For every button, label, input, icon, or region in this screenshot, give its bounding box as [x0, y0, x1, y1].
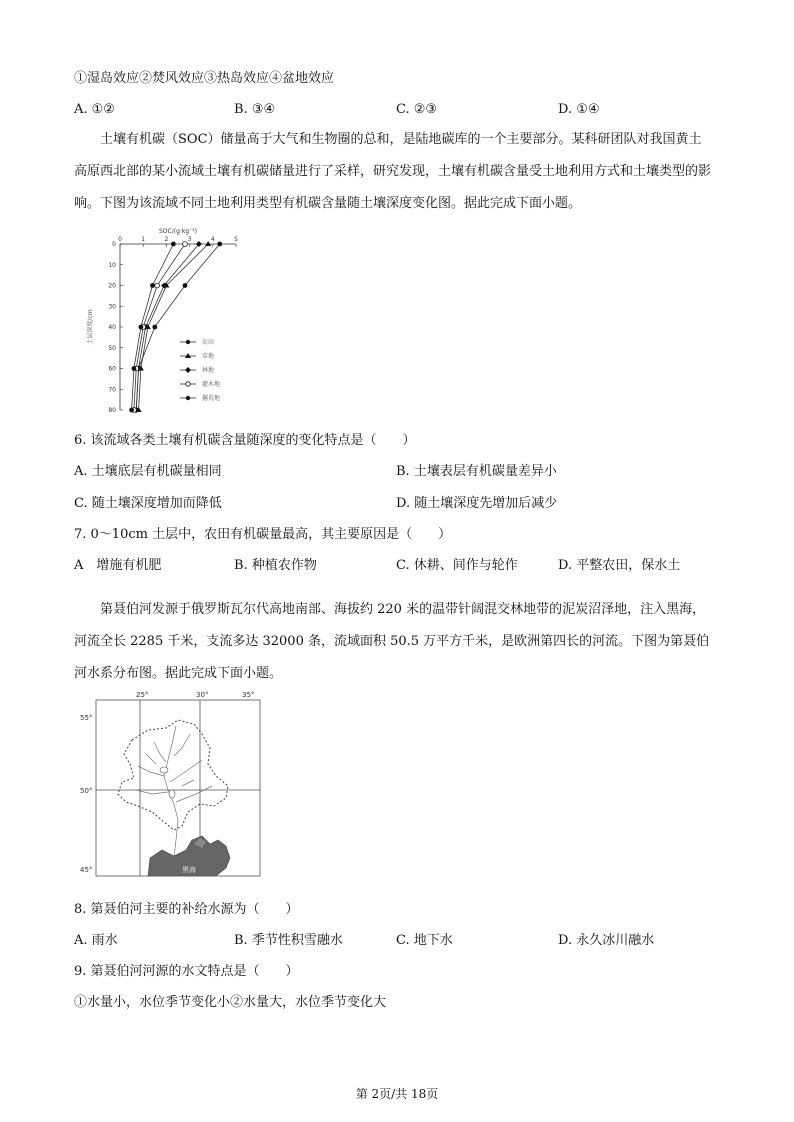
data-point	[217, 242, 222, 247]
data-point	[129, 408, 134, 413]
q8-stem: 8. 第聂伯河主要的补给水源为（ ）	[74, 902, 299, 917]
data-point	[183, 283, 188, 288]
q8-option-a[interactable]: A. 雨水	[74, 933, 118, 948]
data-point	[155, 283, 160, 288]
x-tick-label: 4	[210, 236, 215, 243]
lat-label-50: 50°	[80, 787, 93, 795]
legend-marker	[185, 353, 191, 358]
legend-label: 农田	[202, 339, 215, 346]
lat-label-45: 45°	[80, 866, 93, 874]
map-grid	[96, 700, 260, 876]
y-tick-label: 30	[108, 303, 116, 311]
q8-option-b[interactable]: B. 季节性积雪融水	[234, 933, 343, 948]
y-tick-label: 80	[108, 407, 116, 414]
q5-option-b[interactable]: B. ③④	[234, 102, 276, 117]
data-point	[138, 325, 143, 330]
y-tick-label: 40	[108, 324, 116, 331]
legend-label: 草地	[202, 353, 215, 360]
sea-label: 黑海	[182, 866, 196, 874]
q5-option-d[interactable]: D. ①④	[558, 102, 600, 117]
y-tick-label: 10	[108, 261, 116, 269]
x-tick-label: 5	[234, 236, 238, 243]
passage-dnieper: 第聂伯河发源于俄罗斯瓦尔代高地南部、海拔约 220 米的温带针阔混交林地带的泥炭沼泽地，注入黑海，河流全长 2285 千米，支流多达 32000 条，流域面积 50.5 万平方千米，是欧洲第四长的河流。下图为第聂伯河水系分布图。据此完成下面小题。	[74, 602, 710, 681]
basin-boundary	[118, 720, 228, 830]
q7-option-d[interactable]: D. 平整农田，保水土	[558, 558, 681, 573]
q8-option-d[interactable]: D. 永久冰川融水	[558, 933, 655, 948]
x-tick-label: 2	[164, 236, 169, 243]
dnieper-river-map	[78, 690, 264, 882]
legend-marker	[185, 367, 191, 373]
q6-option-c[interactable]: C. 随土壤深度增加而降低	[74, 496, 222, 511]
q9-stem: 9. 第聂伯河河源的水文特点是（ ）	[74, 964, 299, 979]
y-tick-label: 70	[108, 386, 116, 394]
legend-marker	[186, 382, 190, 386]
page-footer: 第 2页/共 18页	[355, 1087, 439, 1101]
x-tick-label: 3	[187, 236, 192, 243]
soc-depth-chart	[84, 226, 254, 416]
q7-stem: 7. 0～10cm 土层中，农田有机碳量最高，其主要原因是（ ）	[74, 527, 452, 542]
y-axis-label: 土层深度/cm	[87, 309, 94, 345]
data-point	[183, 242, 188, 247]
lat-label-55: 55°	[80, 714, 93, 722]
y-tick-label: 60	[108, 365, 116, 373]
y-tick-label: 0	[112, 241, 116, 248]
q8-option-c[interactable]: C. 地下水	[396, 933, 453, 948]
q6-option-a[interactable]: A. 土壤底层有机碳量相同	[74, 464, 222, 479]
data-point	[132, 366, 137, 371]
q5-option-c[interactable]: C. ②③	[396, 102, 438, 117]
data-point	[152, 325, 157, 330]
legend-label: 林地	[202, 367, 215, 374]
x-tick-label: 1	[141, 236, 146, 243]
q7-option-b[interactable]: B. 种植农作物	[234, 558, 317, 573]
x-tick-label: 0	[118, 236, 122, 243]
q9-statements: ①水量小，水位季节变化小②水量大，水位季节变化大	[74, 995, 387, 1010]
q6-option-d[interactable]: D. 随土壤深度先增加后减少	[396, 496, 558, 511]
y-tick-label: 50	[108, 344, 116, 352]
data-point	[171, 242, 176, 247]
legend-marker	[186, 396, 190, 400]
passage-soil-carbon: 土壤有机碳（SOC）储量高于大气和生物圈的总和，是陆地碳库的一个主要部分。某科研团队对我国黄土高原西北部的某小流域土壤有机碳储量进行了采样，研究发现，土壤有机碳含量受土地利用方式和土壤类型的影响。下图为该流域不同土地利用类型有机碳含量随土壤深度变化图。据此完成下面小题。	[74, 132, 712, 211]
q7-option-c[interactable]: C. 休耕、间作与轮作	[396, 558, 518, 573]
q7-option-a[interactable]: A 增施有机肥	[74, 558, 162, 573]
legend-label: 灌木地	[202, 381, 221, 388]
y-tick-label: 20	[108, 282, 116, 290]
legend-label: 撂荒地	[202, 395, 221, 402]
lon-label-30: 30°	[196, 691, 209, 699]
lon-label-35: 35°	[242, 691, 255, 699]
lon-label-25: 25°	[136, 691, 149, 699]
data-point	[150, 283, 155, 288]
q5-statements: ①湿岛效应②焚风效应③热岛效应④盆地效应	[74, 71, 335, 86]
legend-marker	[186, 340, 190, 344]
q6-stem: 6. 该流域各类土壤有机碳含量随深度的变化特点是（ ）	[74, 433, 416, 448]
water-bodies	[160, 767, 175, 798]
q6-option-b[interactable]: B. 土壤表层有机碳量差异小	[396, 464, 557, 479]
chart-title: SOC/(g·kg⁻¹)	[159, 228, 197, 235]
q5-option-a[interactable]: A. ①②	[74, 102, 115, 117]
